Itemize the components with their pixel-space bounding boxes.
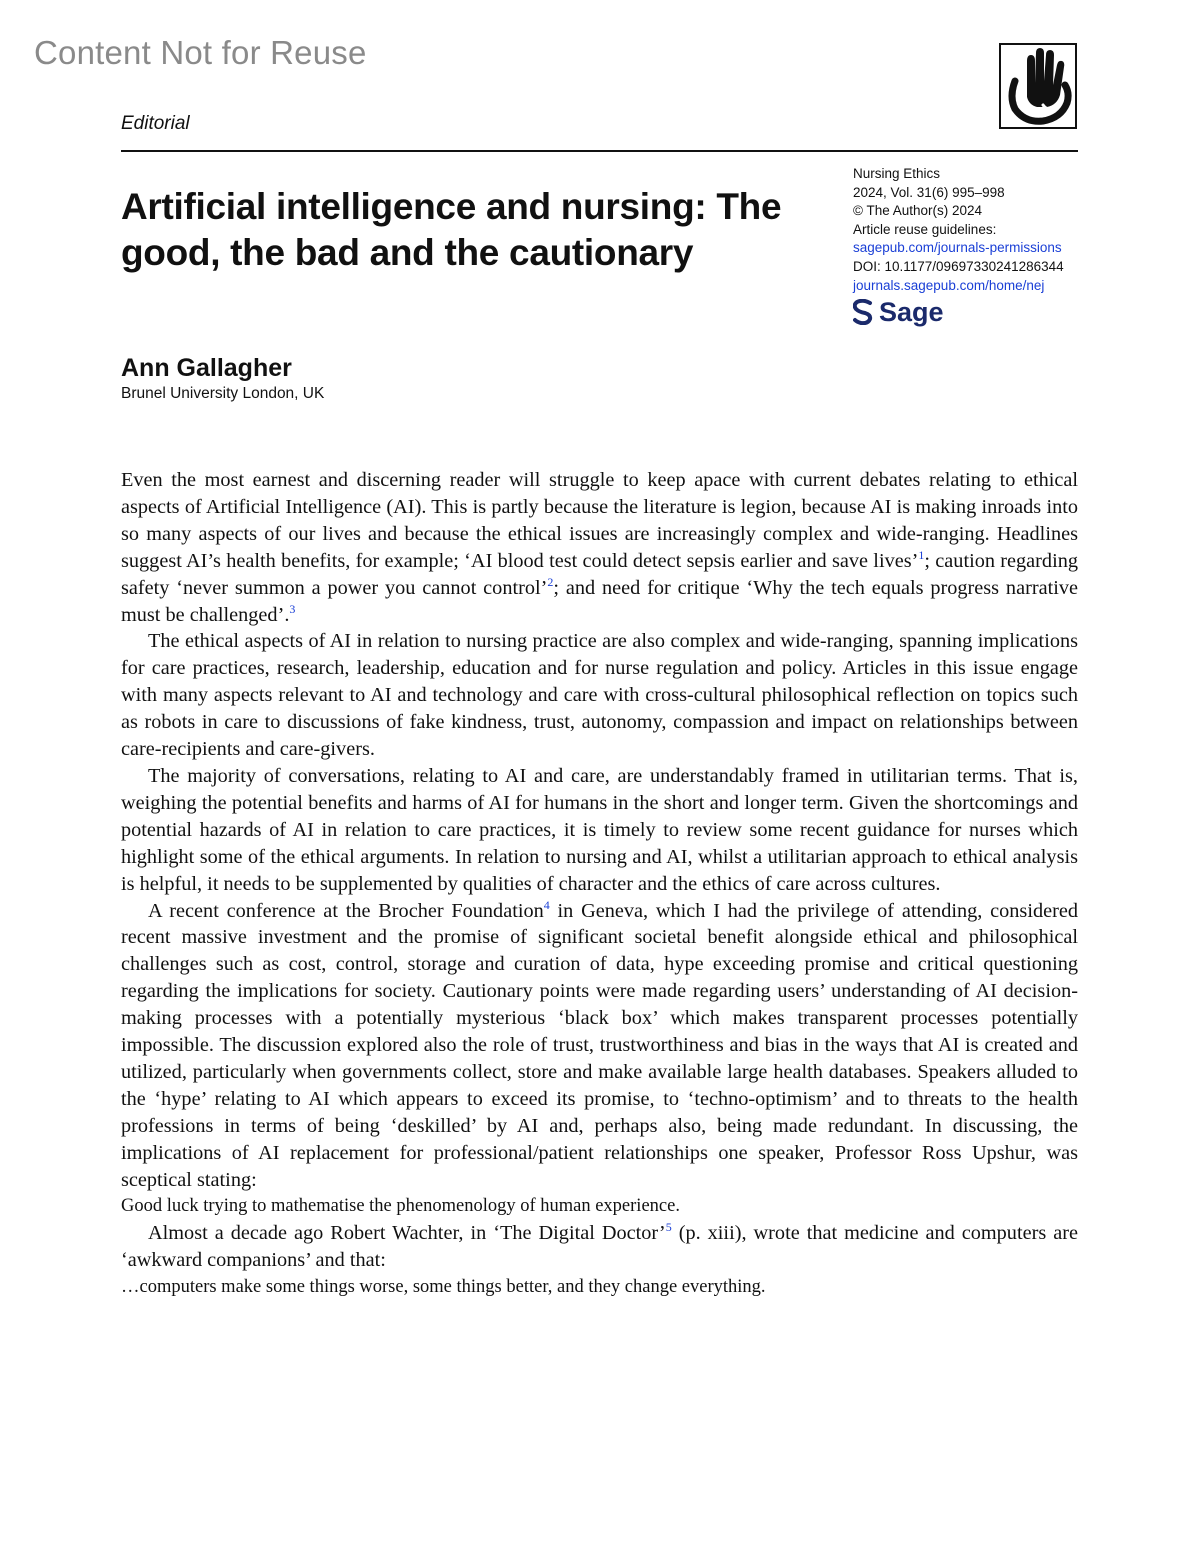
hand-logo-icon [1001, 45, 1075, 127]
article-body [121, 467, 1078, 1301]
journal-logo [999, 43, 1077, 129]
section-label: Editorial [121, 113, 190, 134]
article-metadata [853, 165, 1093, 325]
journal-link[interactable]: journals.sagepub.com/home/nej [853, 277, 1045, 293]
ref-1[interactable]: 1 [918, 547, 925, 562]
paragraph-1: Even the most earnest and discerning reader will struggle to keep apace with current debates relating to ethical aspects of Artificial Intelligence (AI). This is partly because the literature is legion, because AI is making inroads into so many aspects of our lives and because the ethical issues are increasingly complex and wide-ranging. Headlines suggest AI’s health benefits, for example; ‘AI blood test could detect sepsis earlier and save lives’$^1$; caution regarding safety ‘never summon a power you cannot control’$^2$; and need for critique ‘Why the tech equals progress narrative must be challenged’.$^3$ [121, 469, 1078, 626]
block-quote-2: …computers make some things worse, some things better, and they change everything. [121, 1277, 766, 1298]
ref-4[interactable]: 4 [543, 897, 550, 912]
volume-info: 2024, Vol. 31(6) 995–998 [853, 184, 1005, 200]
author-affiliation: Brunel University London, UK [121, 385, 325, 402]
header-rule [121, 150, 1078, 152]
article-title: Artificial intelligence and nursing: The good, the bad and the cautionary [121, 186, 782, 273]
paragraph-3: The majority of conversations, relating to AI and care, are understandably framed in utilitarian terms. That is, weighing the potential benefits and harms of AI for humans in the short and longer term. Given the shortcomings and potential hazards of AI in relation to care practices, it is timely to review some recent guidance for nurses which highlight some of the ethical arguments. In relation to nursing and AI, whilst a utilitarian approach to ethical analysis is helpful, it needs to be supplemented by qualities of character and the ethics of care across cultures. [121, 764, 1078, 895]
author-name: Ann Gallagher [121, 354, 292, 382]
paragraph-2: The ethical aspects of AI in relation to nursing practice are also complex and wide-ranging, spanning implications for care practices, research, leadership, education and for nurse regulation and policy. Articles in this issue engage with many aspects relevant to AI and technology and care with cross-cultural philosophical reflection on topics such as robots in care to discussions of fake kindness, trust, autonomy, compassion and impact on relationships between care-recipients and care-givers. [121, 630, 1078, 761]
paragraph-5: Almost a decade ago Robert Wachter, in ‘The Digital Doctor’$^5$ (p. xiii), wrote that medicine and computers are ‘awkward companions’ and that: [121, 1220, 1078, 1272]
reuse-label: Article reuse guidelines: [853, 221, 997, 237]
ref-5[interactable]: 5 [665, 1220, 672, 1235]
copyright: © The Author(s) 2024 [853, 203, 983, 219]
journal-name: Nursing Ethics [853, 166, 941, 181]
publisher-logo [853, 296, 1093, 327]
ref-2[interactable]: 2 [547, 574, 554, 589]
ref-3[interactable]: 3 [289, 601, 296, 616]
watermark: Content Not for Reuse [34, 34, 367, 71]
reuse-link[interactable]: sagepub.com/journals-permissions [853, 240, 1062, 256]
sage-s-icon [853, 299, 873, 325]
paragraph-4: A recent conference at the Brocher Foundation$^4$ in Geneva, which I had the privilege of attending, considered recent massive investment and the promise of significant societal benefit alongside ethical and philosophical challenges such as cost, control, storage and curation of data, hype exceeding promise and critical questioning regarding the implications for society. Cautionary points were made regarding users’ understanding of AI decision-making processes with a potentially mysterious ‘black box’ which makes transparent processes potentially impossible. The discussion explored also the role of trust, trustworthiness and bias in the ways that AI is created and utilized, particularly when governments collect, store and make available large health databases. Speakers alluded to the ‘hype’ relating to AI which appears to exceed its promise, to ‘techno-optimism’ and to threats to the health professions in terms of being ‘deskilled’ by AI and, perhaps also, being made redundant. In discussing, the implications of AI replacement for professional/patient relationships one speaker, Professor Ross Upshur, was sceptical stating: [121, 897, 1078, 1191]
publisher-name: Sage [879, 296, 944, 327]
block-quote-1: Good luck trying to mathematise the phenomenology of human experience. [121, 1196, 680, 1217]
doi: DOI: 10.1177/09697330241286344 [853, 258, 1064, 274]
